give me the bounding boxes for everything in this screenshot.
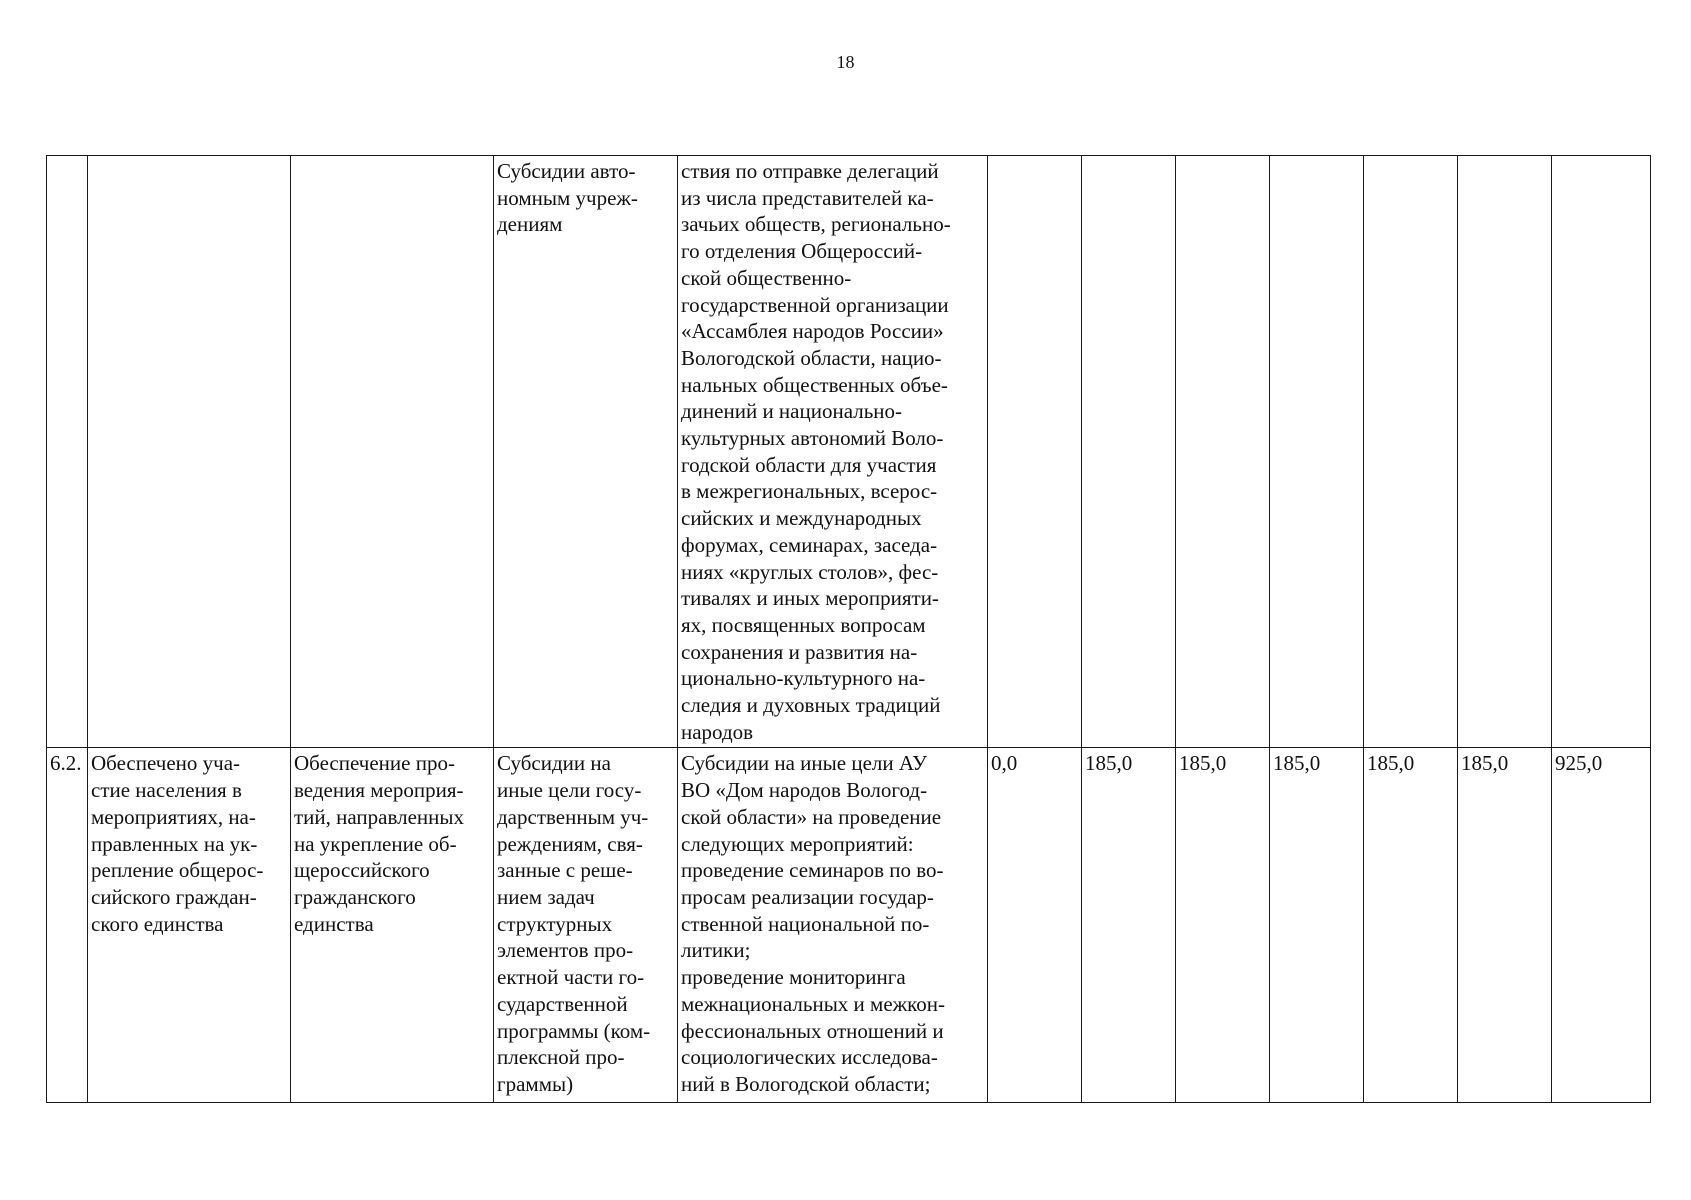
- description-line: ний в Вологодской области;: [681, 1071, 931, 1096]
- row-index-cell: [47, 156, 88, 748]
- funding-type-line: ектной части го-: [497, 965, 645, 990]
- measure-line: тий, направленных: [294, 804, 465, 829]
- description-line: следия и духовных традиций: [681, 693, 941, 718]
- result-line: Обеспечено уча-: [91, 751, 241, 776]
- row-index-cell: 6.2.: [47, 748, 88, 1103]
- funding-type-line: программы (ком-: [497, 1018, 651, 1043]
- table-body: [47, 156, 1651, 1103]
- amount-cell: 185,0: [1082, 748, 1176, 1103]
- funding-type-line: реждениям, свя-: [497, 831, 643, 856]
- description-cell: [678, 156, 988, 748]
- measure-cell: [291, 156, 494, 748]
- description-line: межнациональных и межкон-: [681, 991, 946, 1016]
- amount-cell: 0,0: [988, 748, 1082, 1103]
- page-number: 18: [836, 52, 855, 72]
- description-line: литики;: [681, 938, 751, 963]
- description-cell: [678, 748, 988, 1103]
- amount-cell: 925,0: [1552, 748, 1651, 1103]
- description-line: ционально-культурного на-: [681, 666, 926, 691]
- amount-cell: [1458, 156, 1552, 748]
- measure-line: щероссийского: [294, 858, 430, 883]
- description-line: ниях «круглых столов», фес-: [681, 559, 939, 584]
- description-line: тивалях и иных мероприяти-: [681, 586, 939, 611]
- funding-type-line: структурных: [497, 911, 613, 936]
- description-line: сийских и международных: [681, 506, 922, 531]
- result-line: сийского граждан-: [91, 884, 257, 909]
- amount-cell: [1082, 156, 1176, 748]
- description-line: Вологодской области, нацио-: [681, 345, 942, 370]
- funding-type-line: элементов про-: [497, 938, 634, 963]
- description-line: проведение семинаров по во-: [681, 858, 944, 883]
- result-line: ского единства: [91, 911, 224, 936]
- funding-type-line: дарственным уч-: [497, 804, 649, 829]
- result-line: мероприятиях, на-: [91, 804, 256, 829]
- result-cell: [88, 156, 291, 748]
- description-line: просам реализации государ-: [681, 884, 934, 909]
- measure-line: Обеспечение про-: [294, 751, 455, 776]
- result-cell: [88, 748, 291, 1103]
- description-line: ственной национальной по-: [681, 911, 930, 936]
- description-line: проведение мониторинга: [681, 965, 906, 990]
- funding-type-line: занные с реше-: [497, 858, 633, 883]
- description-line: ствия по отправке делегаций: [681, 159, 939, 183]
- funding-type-line: дениям: [497, 212, 563, 237]
- measure-line: на укрепление об-: [294, 831, 457, 856]
- amount-cell: [1552, 156, 1651, 748]
- description-line: культурных автономий Воло-: [681, 426, 944, 451]
- amount-cell: 185,0: [1458, 748, 1552, 1103]
- amount-cell: [1364, 156, 1458, 748]
- funding-type-line: Субсидии на: [497, 751, 611, 776]
- description-line: ской области» на проведение: [681, 804, 942, 829]
- description-line: «Ассамблея народов России»: [681, 319, 944, 344]
- amount-cell: 185,0: [1176, 748, 1270, 1103]
- description-line: нальных общественных объе-: [681, 372, 948, 397]
- description-line: форумах, семинарах, заседа-: [681, 532, 938, 557]
- result-line: стие населения в: [91, 778, 242, 803]
- measure-cell: [291, 748, 494, 1103]
- funding-type-line: иные цели госу-: [497, 778, 642, 803]
- description-line: социологических исследова-: [681, 1045, 938, 1070]
- amount-cell: 185,0: [1364, 748, 1458, 1103]
- result-line: репление общерос-: [91, 858, 264, 883]
- funding-type-line: граммы): [497, 1071, 574, 1096]
- result-line: правленных на ук-: [91, 831, 258, 856]
- description-line: фессиональных отношений и: [681, 1018, 944, 1043]
- table-row: [47, 156, 1651, 748]
- funding-type-cell: [494, 156, 678, 748]
- description-line: динений и национально-: [681, 399, 903, 424]
- description-line: народов: [681, 719, 754, 744]
- description-line: Субсидии на иные цели АУ: [681, 751, 928, 776]
- description-line: зачьих обществ, регионально-: [681, 212, 951, 237]
- funding-type-line: нием задач: [497, 884, 595, 909]
- amount-cell: [1270, 156, 1364, 748]
- measure-line: единства: [294, 911, 374, 936]
- description-line: в межрегиональных, всерос-: [681, 479, 938, 504]
- funding-type-line: Субсидии авто-: [497, 159, 636, 183]
- amount-cell: [988, 156, 1082, 748]
- amount-cell: 185,0: [1270, 748, 1364, 1103]
- description-line: го отделения Общероссий-: [681, 239, 923, 264]
- description-line: ской общественно-: [681, 265, 852, 290]
- description-line: сохранения и развития на-: [681, 639, 918, 664]
- description-line: из числа представителей ка-: [681, 185, 934, 210]
- funding-type-cell: [494, 748, 678, 1103]
- amount-cell: [1176, 156, 1270, 748]
- measure-line: гражданского: [294, 884, 416, 909]
- measure-line: ведения мероприя-: [294, 778, 464, 803]
- description-line: следующих мероприятий:: [681, 831, 914, 856]
- table-row: [47, 748, 1651, 1103]
- funding-type-line: номным учреж-: [497, 185, 638, 210]
- funding-type-line: плексной про-: [497, 1045, 625, 1070]
- description-line: государственной организации: [681, 292, 949, 317]
- description-line: годской области для участия: [681, 452, 937, 477]
- budget-table: [46, 155, 1651, 1103]
- description-line: ях, посвященных вопросам: [681, 612, 926, 637]
- description-line: ВО «Дом народов Вологод-: [681, 778, 928, 803]
- funding-type-line: сударственной: [497, 991, 628, 1016]
